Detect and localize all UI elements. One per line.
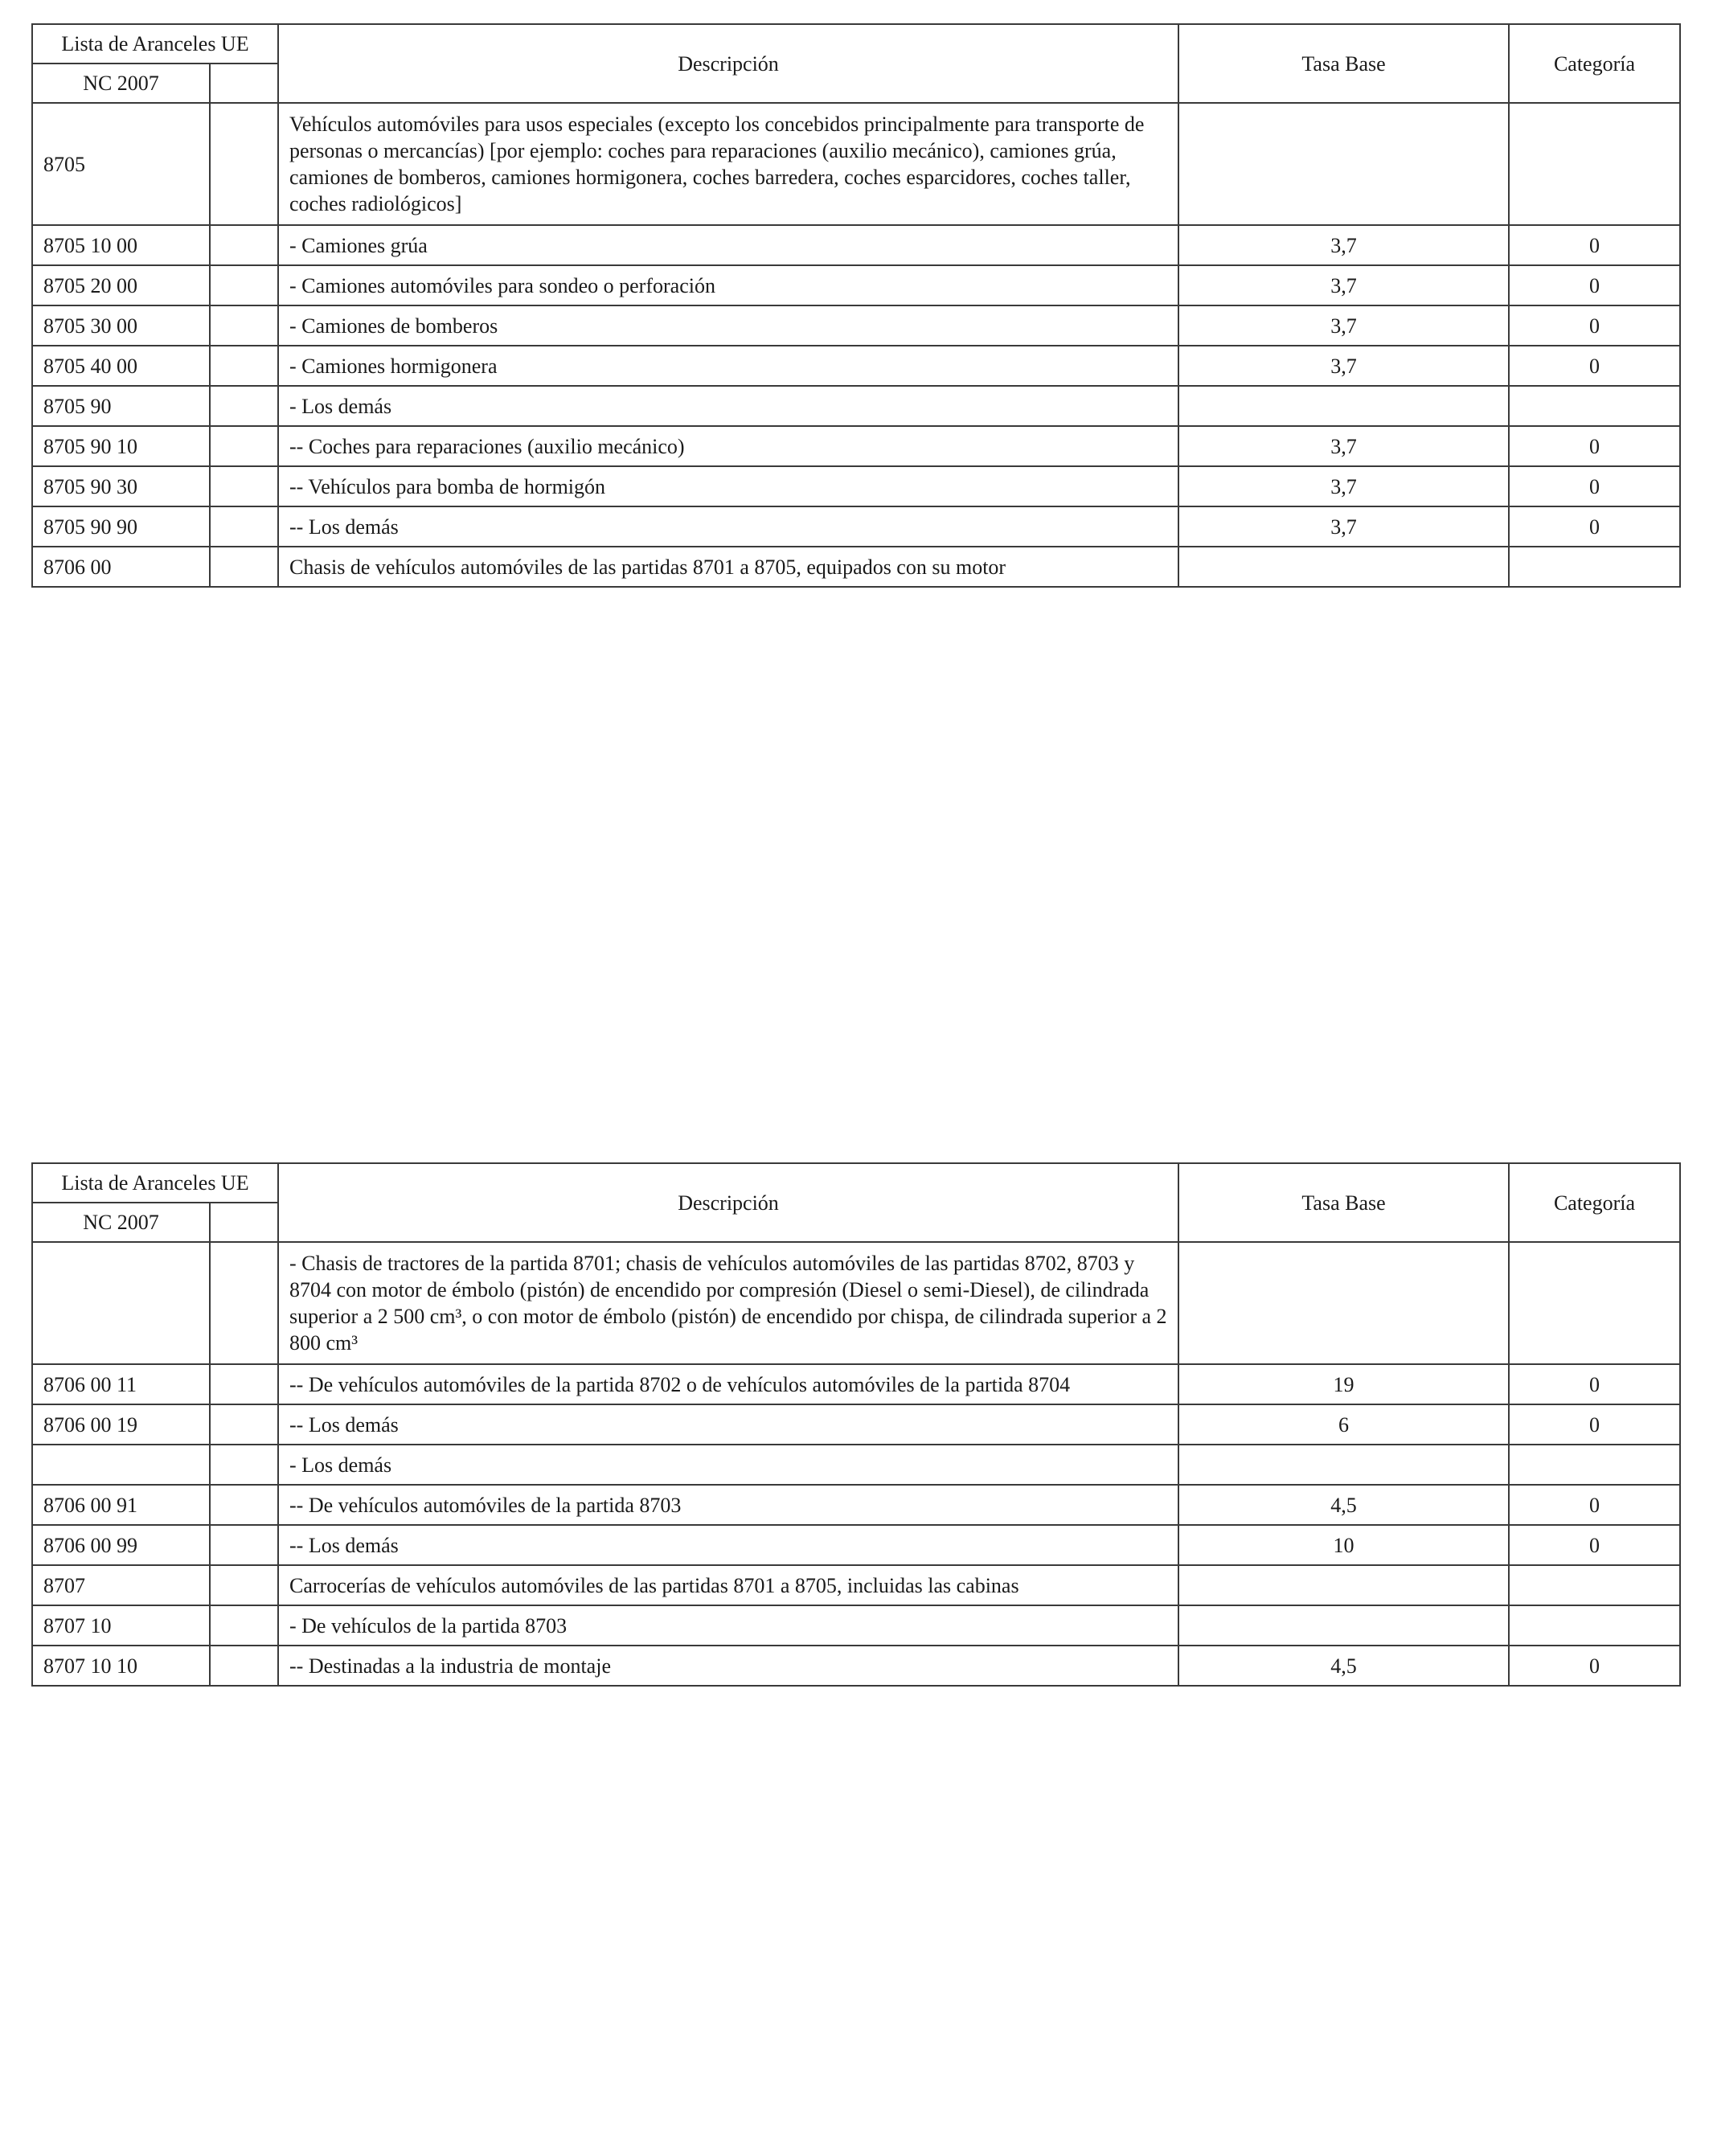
blank-cell: [210, 466, 278, 506]
table-row: [32, 1646, 1680, 1686]
category-cell: [1509, 1445, 1680, 1485]
header-nc-label: NC 2007: [32, 64, 210, 103]
blank-cell: [210, 346, 278, 386]
header-nc-label: NC 2007: [32, 1203, 210, 1242]
blank-cell: [210, 1404, 278, 1445]
table-row: [32, 386, 1680, 426]
blank-cell: [210, 103, 278, 225]
header-description: Descripción: [278, 24, 1178, 103]
header-blank-cell: [210, 1203, 278, 1242]
category-cell: 0: [1509, 265, 1680, 305]
category-cell: [1509, 1565, 1680, 1605]
cn-code: 8706 00 99: [32, 1525, 210, 1565]
base-rate-cell: [1178, 386, 1509, 426]
table-row: [32, 1605, 1680, 1646]
description-cell: - Chasis de tractores de la partida 8701; chasis de vehículos automóviles de las partidas 8702, 8703 y 8704 con motor de émbolo (pistón) de encendido por compresión (Diesel o semi-Diesel), de cilindrada superior a 2 500 cm³, o con motor de émbolo (pistón) de encendido por chispa, de cilindrada superior a 2 800 cm³: [278, 1242, 1178, 1364]
category-cell: 0: [1509, 1364, 1680, 1404]
header-blank-cell: [210, 64, 278, 103]
base-rate-cell: [1178, 1605, 1509, 1646]
base-rate-cell: 3,7: [1178, 225, 1509, 265]
blank-cell: [210, 547, 278, 587]
blank-cell: [210, 305, 278, 346]
cn-code: 8706 00 91: [32, 1485, 210, 1525]
description-cell: - Camiones automóviles para sondeo o perforación: [278, 265, 1178, 305]
base-rate-cell: 3,7: [1178, 305, 1509, 346]
base-rate-cell: [1178, 1242, 1509, 1364]
description-cell: Vehículos automóviles para usos especiales (excepto los concebidos principalmente para transporte de personas o mercancías) [por ejemplo: coches para reparaciones (auxilio mecánico), camiones grúa, camiones de bomberos, camiones hormigonera, coches barredera, coches esparcidores, coches taller, coches radiológicos]: [278, 103, 1178, 225]
category-cell: 0: [1509, 1646, 1680, 1686]
base-rate-cell: 3,7: [1178, 346, 1509, 386]
blank-cell: [210, 426, 278, 466]
base-rate-cell: [1178, 547, 1509, 587]
header-category: Categoría: [1509, 24, 1680, 103]
description-cell: - Los demás: [278, 1445, 1178, 1485]
blank-cell: [210, 506, 278, 547]
table-row: [32, 1485, 1680, 1525]
description-cell: -- Los demás: [278, 506, 1178, 547]
cn-code: 8705: [32, 103, 210, 225]
table-row: [32, 506, 1680, 547]
table-row: [32, 265, 1680, 305]
table-row: [32, 426, 1680, 466]
category-cell: 0: [1509, 1404, 1680, 1445]
category-cell: [1509, 103, 1680, 225]
base-rate-cell: 3,7: [1178, 466, 1509, 506]
cn-code: 8706 00: [32, 547, 210, 587]
category-cell: 0: [1509, 346, 1680, 386]
description-cell: -- Destinadas a la industria de montaje: [278, 1646, 1178, 1686]
cn-code: [32, 1445, 210, 1485]
base-rate-cell: [1178, 1565, 1509, 1605]
cn-code: 8705 30 00: [32, 305, 210, 346]
cn-code: 8705 90 90: [32, 506, 210, 547]
blank-cell: [210, 1565, 278, 1605]
blank-cell: [210, 1242, 278, 1364]
table-row: [32, 1445, 1680, 1485]
description-cell: Chasis de vehículos automóviles de las partidas 8701 a 8705, equipados con su motor: [278, 547, 1178, 587]
blank-cell: [210, 1445, 278, 1485]
base-rate-cell: 19: [1178, 1364, 1509, 1404]
table-row: [32, 1525, 1680, 1565]
table-row: [32, 547, 1680, 587]
blank-cell: [210, 1485, 278, 1525]
tariff-table-2: [31, 1162, 1681, 1687]
category-cell: [1509, 1605, 1680, 1646]
base-rate-cell: [1178, 103, 1509, 225]
description-cell: - Camiones grúa: [278, 225, 1178, 265]
cn-code: [32, 1242, 210, 1364]
category-cell: 0: [1509, 1525, 1680, 1565]
base-rate-cell: 3,7: [1178, 265, 1509, 305]
tariff-table-1: [31, 23, 1681, 588]
category-cell: 0: [1509, 305, 1680, 346]
table-row: [32, 103, 1680, 225]
table-row: [32, 346, 1680, 386]
cn-code: 8705 90 10: [32, 426, 210, 466]
description-cell: -- Los demás: [278, 1404, 1178, 1445]
header-list-label: Lista de Aranceles UE: [32, 24, 278, 64]
cn-code: 8706 00 11: [32, 1364, 210, 1404]
description-cell: - Camiones de bomberos: [278, 305, 1178, 346]
table-row: [32, 1242, 1680, 1364]
cn-code: 8705 90: [32, 386, 210, 426]
category-cell: 0: [1509, 426, 1680, 466]
header-description: Descripción: [278, 1163, 1178, 1242]
table-row: [32, 1404, 1680, 1445]
table-row: [32, 225, 1680, 265]
header-base-rate: Tasa Base: [1178, 24, 1509, 103]
category-cell: 0: [1509, 225, 1680, 265]
cn-code: 8705 10 00: [32, 225, 210, 265]
header-list-label: Lista de Aranceles UE: [32, 1163, 278, 1203]
cn-code: 8706 00 19: [32, 1404, 210, 1445]
blank-cell: [210, 1525, 278, 1565]
base-rate-cell: 10: [1178, 1525, 1509, 1565]
description-cell: Carrocerías de vehículos automóviles de las partidas 8701 a 8705, incluidas las cabinas: [278, 1565, 1178, 1605]
blank-cell: [210, 1646, 278, 1686]
blank-cell: [210, 265, 278, 305]
table-row: [32, 466, 1680, 506]
blank-cell: [210, 1364, 278, 1404]
description-cell: -- Los demás: [278, 1525, 1178, 1565]
base-rate-cell: 4,5: [1178, 1646, 1509, 1686]
base-rate-cell: 3,7: [1178, 426, 1509, 466]
description-cell: - Los demás: [278, 386, 1178, 426]
category-cell: [1509, 386, 1680, 426]
category-cell: 0: [1509, 1485, 1680, 1525]
category-cell: 0: [1509, 506, 1680, 547]
cn-code: 8705 90 30: [32, 466, 210, 506]
cn-code: 8707 10: [32, 1605, 210, 1646]
blank-cell: [210, 386, 278, 426]
description-cell: -- Vehículos para bomba de hormigón: [278, 466, 1178, 506]
description-cell: -- Coches para reparaciones (auxilio mecánico): [278, 426, 1178, 466]
category-cell: [1509, 547, 1680, 587]
blank-cell: [210, 225, 278, 265]
base-rate-cell: 4,5: [1178, 1485, 1509, 1525]
description-cell: - Camiones hormigonera: [278, 346, 1178, 386]
base-rate-cell: 3,7: [1178, 506, 1509, 547]
header-base-rate: Tasa Base: [1178, 1163, 1509, 1242]
description-cell: - De vehículos de la partida 8703: [278, 1605, 1178, 1646]
cn-code: 8705 20 00: [32, 265, 210, 305]
base-rate-cell: [1178, 1445, 1509, 1485]
category-cell: [1509, 1242, 1680, 1364]
header-category: Categoría: [1509, 1163, 1680, 1242]
description-cell: -- De vehículos automóviles de la partida 8703: [278, 1485, 1178, 1525]
cn-code: 8707 10 10: [32, 1646, 210, 1686]
table-row: [32, 1364, 1680, 1404]
cn-code: 8705 40 00: [32, 346, 210, 386]
cn-code: 8707: [32, 1565, 210, 1605]
base-rate-cell: 6: [1178, 1404, 1509, 1445]
category-cell: 0: [1509, 466, 1680, 506]
table-row: [32, 1565, 1680, 1605]
description-cell: -- De vehículos automóviles de la partida 8702 o de vehículos automóviles de la partida 8704: [278, 1364, 1178, 1404]
blank-cell: [210, 1605, 278, 1646]
table-row: [32, 305, 1680, 346]
